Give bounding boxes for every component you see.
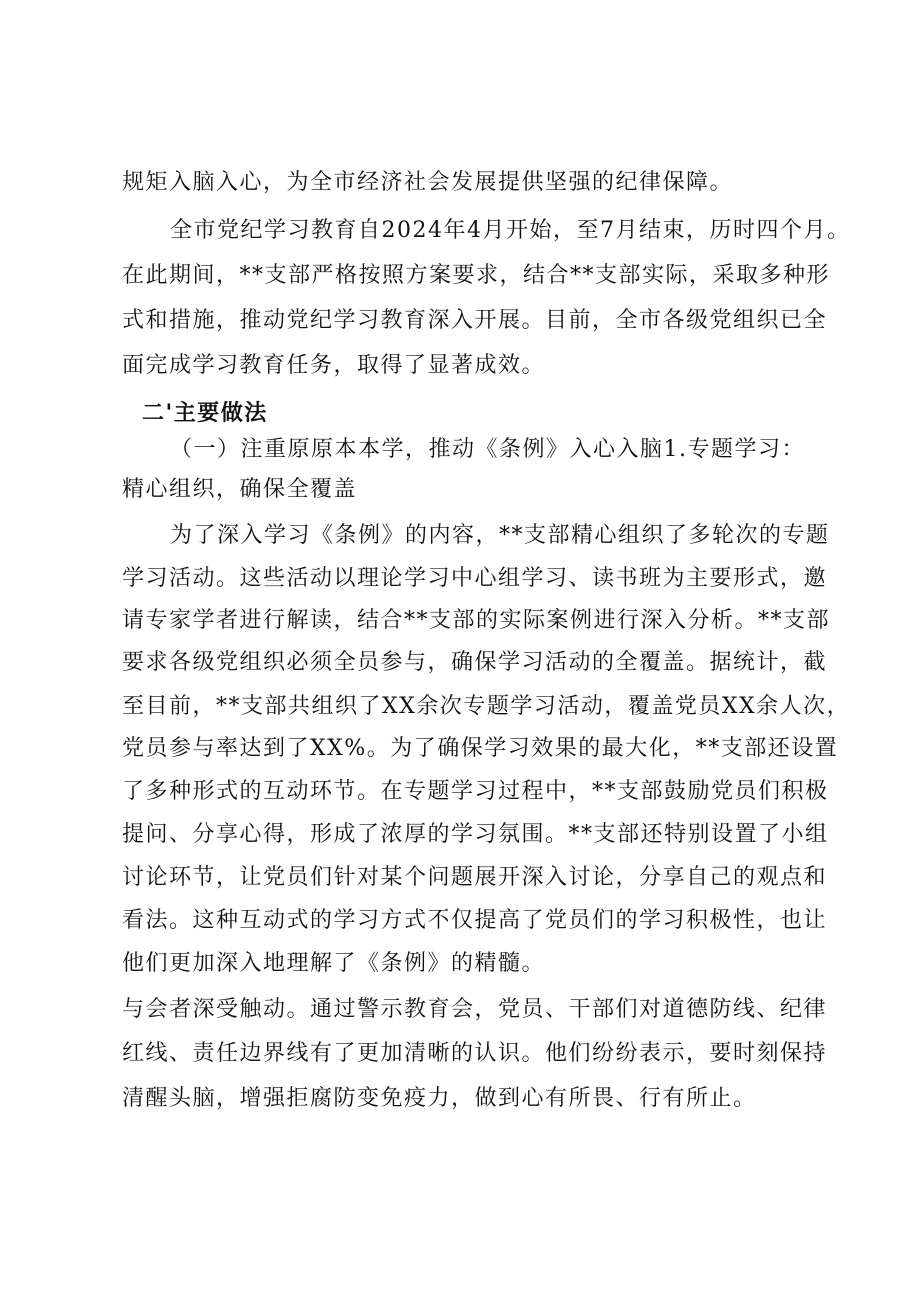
text-line-10: 学习活动。这些活动以理论学习中心组学习、读书班为主要形式，邀 [122, 566, 828, 591]
subsection-heading: （一）注重原原本本学，推动《条例》入心入脑1.专题学习： [170, 437, 805, 462]
text-line-4: 式和措施，推动党纪学习教育深入开展。目前，全市各级党组织已全 [122, 308, 828, 333]
text-line-2: 全市党纪学习教育自2024年4月开始，至7月结束，历时四个月。 [170, 218, 851, 243]
text-line-19: 他们更加深入地理解了《条例》的精髓。 [122, 951, 546, 976]
text-line-3: 在此期间，**支部严格按照方案要求，结合**支部实际，采取多种形 [122, 263, 831, 288]
text-line-11: 请专家学者进行解读，结合**支部的实际案例进行深入分析。**支部 [122, 608, 831, 633]
text-line-20: 与会者深受触动。通过警示教育会，党员、干部们对道德防线、纪律 [122, 997, 828, 1022]
text-line-14: 党员参与率达到了XX%。为了确保学习效果的最大化，**支部还设置 [122, 736, 839, 761]
text-line-16: 提问、分享心得，形成了浓厚的学习氛围。**支部还特别设置了小组 [122, 822, 829, 847]
text-line-22: 清醒头脑，增强拒腐防变免疫力，做到心有所畏、行有所止。 [122, 1086, 757, 1111]
subsection-heading-cont: 精心组织，确保全覆盖 [122, 477, 358, 502]
text-line-18: 看法。这种互动式的学习方式不仅提高了党员们的学习积极性，也让 [122, 908, 828, 933]
text-line-13: 至目前，**支部共组织了XX余次专题学习活动，覆盖党员XX余人次， [122, 694, 851, 719]
text-line-9: 为了深入学习《条例》的内容，**支部精心组织了多轮次的专题 [170, 523, 830, 548]
text-line-5: 面完成学习教育任务，取得了显著成效。 [122, 353, 546, 378]
text-line-17: 讨论环节，让党员们针对某个问题展开深入讨论，分享自己的观点和 [122, 865, 828, 890]
section-heading: 二'主要做法 [142, 400, 268, 426]
text-line-1: 规矩入脑入心，为全市经济社会发展提供坚强的纪律保障。 [122, 170, 734, 195]
text-line-12: 要求各级党组织必须全员参与，确保学习活动的全覆盖。据统计，截 [122, 650, 828, 675]
text-line-21: 红线、责任边界线有了更加清晰的认识。他们纷纷表示，要时刻保持 [122, 1041, 828, 1066]
text-line-15: 了多种形式的互动环节。在专题学习过程中，**支部鼓励党员们积极 [122, 779, 829, 804]
